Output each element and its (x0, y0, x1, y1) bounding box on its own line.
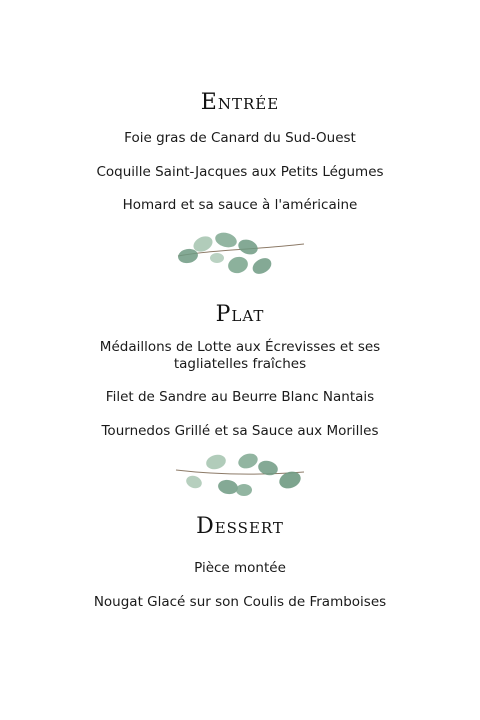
dish-dessert-1: Pièce montée (194, 560, 286, 576)
eucalyptus-sprig-icon (170, 452, 310, 502)
dish-entree-1: Foie gras de Canard du Sud-Ouest (124, 130, 356, 146)
section-title-entree: Entrée (200, 90, 280, 115)
dish-plat-1: Médaillons de Lotte aux Écrevisses et ses tagliatelles fraîches (99, 339, 381, 372)
dish-entree-3: Homard et sa sauce à l'américaine (122, 197, 358, 213)
dish-entree-2: Coquille Saint-Jacques aux Petits Légumes (96, 164, 384, 180)
dish-dessert-2: Nougat Glacé sur son Coulis de Framboises (93, 594, 387, 610)
section-title-dessert: Dessert (196, 514, 284, 539)
eucalyptus-sprig-icon (170, 228, 310, 278)
dish-plat-2: Filet de Sandre au Beurre Blanc Nantais (105, 389, 375, 405)
section-title-plat: Plat (215, 302, 265, 327)
dish-plat-3: Tournedos Grillé et sa Sauce aux Morilles (101, 423, 379, 439)
